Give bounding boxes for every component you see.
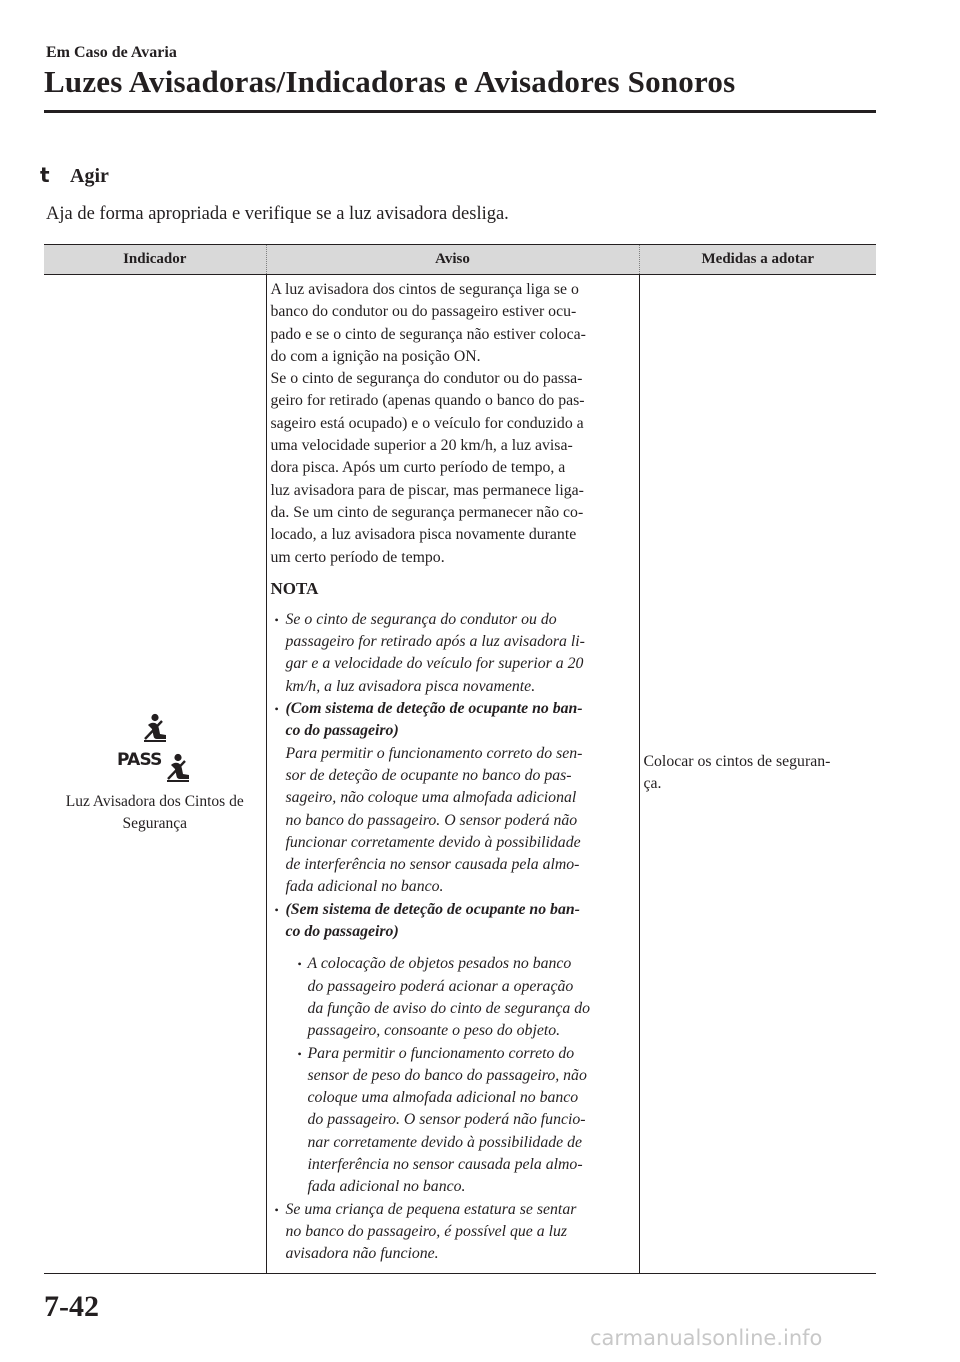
pass-label: PASS <box>116 750 162 771</box>
warning-cell <box>266 275 639 1274</box>
list-item <box>286 953 639 1042</box>
list-item <box>271 1199 639 1266</box>
chapter-title: Luzes Avisadoras/Indicadoras e Avisadores Sonoros <box>44 64 736 99</box>
table-header-row <box>44 245 876 275</box>
note-text: Se uma criança de pequena estatura se sentar no banco do passageiro, é possível que a luz avisadora não funcione. <box>285 1200 577 1263</box>
note-text: Para permitir o funcionamento correto do sensor de peso do banco do passageiro, não coloque uma almofada adicional no banco do passageiro. O sensor poderá não funcio- nar corretamente devido à possibilidade de interferência no sensor causada pela almo- fada adicional no banco. <box>307 1044 587 1196</box>
nota-label: NOTA <box>270 578 319 598</box>
heading-bullet: t <box>40 163 50 187</box>
note-condition: (Sem sistema de deteção de ocupante no ban- co do passageiro) <box>285 900 580 941</box>
section-heading <box>40 163 109 188</box>
list-item <box>271 609 639 698</box>
section-label: Em Caso de Avaria <box>46 44 177 61</box>
header-rule <box>44 110 876 113</box>
list-item <box>286 1043 639 1199</box>
heading-text: Agir <box>70 165 109 187</box>
sub-notes-list <box>286 953 639 1198</box>
pass-seatbelt-icon <box>117 747 193 783</box>
column-header-indicator: Indicador <box>44 245 266 275</box>
list-item <box>271 899 639 1199</box>
warning-text: A luz avisadora dos cintos de segurança liga se o banco do condutor ou do passageiro estiver ocu- pado e se o cinto de segurança não estiver coloca- do com a ignição na posição ON. Se o cinto de segurança do condutor ou do passa- geiro for retirado (apenas quando o banco do pas- sageiro está ocupado) e o veículo for conduzido a uma velocidade superior a 20 km/h, a luz avisa- dora pisca. Após um curto período de tempo, a luz avisadora para de piscar, mas permanece liga- da. Se um cinto de segurança permanecer não co- locado, a luz avisadora pisca novamente durante um certo período de tempo. <box>270 281 586 566</box>
page-number: 7-42 <box>44 1290 99 1323</box>
warning-table <box>44 244 876 1274</box>
indicator-label: Luz Avisadora dos Cintos de Segurança <box>65 793 244 833</box>
note-text: A colocação de objetos pesados no banco do passageiro poderá acionar a operação da função de aviso do cinto de segurança do passageiro, consoante o peso do objeto. <box>307 955 591 1040</box>
note-text: Se o cinto de segurança do condutor ou do passageiro for retirado após a luz avisadora li- gar e a velocidade do veículo for superior a 20 km/h, a luz avisadora pisca novamente. <box>285 610 585 695</box>
note-text: Para permitir o funcionamento correto do sen- sor de deteção de ocupante no banco do pas- sageiro, não coloque uma almofada adicional no banco do passageiro. O sensor poderá não funcionar corretamente devido à possibilidade de interferência no sensor causada pela almo- fada adicional no banco. <box>285 744 583 896</box>
column-header-warning: Aviso <box>266 245 639 275</box>
note-condition: (Com sistema de deteção de ocupante no ban- co do passageiro) <box>285 700 583 740</box>
list-item <box>271 698 639 899</box>
table-row <box>44 275 876 1274</box>
action-cell <box>639 275 876 1274</box>
seatbelt-warning-icon <box>142 713 168 743</box>
intro-text: Aja de forma apropriada e verifique se a luz avisadora desliga. <box>46 204 509 224</box>
indicator-cell <box>44 275 266 1274</box>
column-header-action: Medidas a adotar <box>639 245 876 275</box>
notes-list <box>271 609 639 1266</box>
action-text: Colocar os cintos de seguran- ça. <box>643 753 831 793</box>
watermark: carmanualsonline.info <box>590 1326 823 1350</box>
